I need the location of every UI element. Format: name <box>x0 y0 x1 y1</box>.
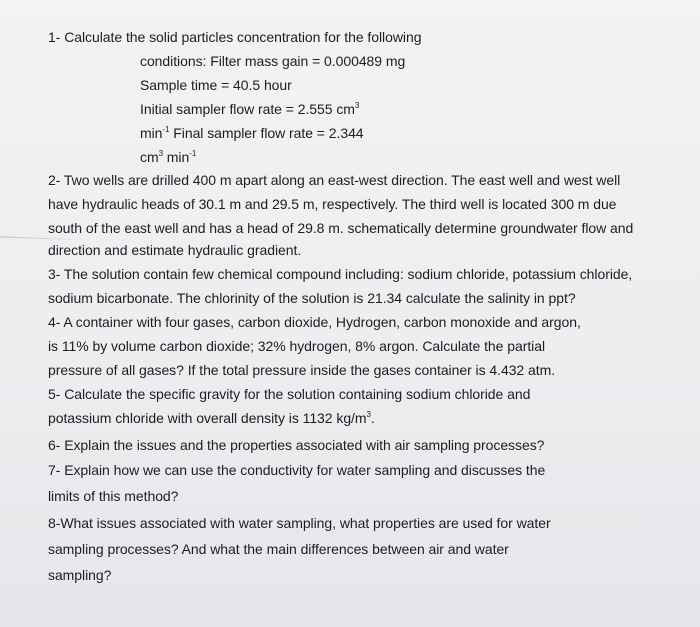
q5-line-2-exp: 3 <box>366 410 371 419</box>
q1-min-label: min <box>140 125 163 141</box>
q5-line-2 <box>48 409 375 427</box>
q1-initial-rate <box>140 100 359 118</box>
q2-line-1: 2- Two wells are drilled 400 m apart along an east-west direction. The east well and west well <box>48 172 621 188</box>
q1-unit-cm: cm <box>140 149 159 165</box>
q8-line-3: sampling? <box>48 567 112 583</box>
q2-line-4: direction and estimate hydraulic gradient. <box>48 242 302 258</box>
q7-line-2: limits of this method? <box>48 488 179 504</box>
q1-unit-min-exp: -1 <box>189 149 197 158</box>
q6-line-1: 6- Explain the issues and the properties associated with air sampling processes? <box>48 437 545 453</box>
q8-line-1: 8-What issues associated with water sampling, what properties are used for water <box>48 515 551 531</box>
q4-line-1: 4- A container with four gases, carbon dioxide, Hydrogen, carbon monoxide and argon, <box>48 314 581 330</box>
q2-line-3: south of the east well and has a head of 29.8 m. schematically determine groundwater flow and <box>48 220 634 236</box>
q1-unit-min: min <box>162 149 190 165</box>
q2-line-2: have hydraulic heads of 30.1 m and 29.5 m, respectively. The third well is located 300 m due <box>48 196 617 212</box>
q1-sample-time: Sample time = 40.5 hour <box>140 77 292 93</box>
q1-final-rate <box>140 124 364 142</box>
q7-line-1: 7- Explain how we can use the conductivity for water sampling and discusses the <box>48 462 546 478</box>
q8-line-2: sampling processes? And what the main differences between air and water <box>48 541 509 557</box>
q4-line-2: is 11% by volume carbon dioxide; 32% hydrogen, 8% argon. Calculate the partial <box>48 338 546 354</box>
q1-conditions: conditions: Filter mass gain = 0.000489 mg <box>140 53 406 69</box>
q3-line-2: sodium bicarbonate. The chlorinity of the solution is 21.34 calculate the salinity in ppt? <box>48 290 576 306</box>
q5-line-2-end: . <box>370 410 375 426</box>
q5-line-1: 5- Calculate the specific gravity for the solution containing sodium chloride and <box>48 386 531 402</box>
q3-line-1: 3- The solution contain few chemical compound including: sodium chloride, potassium chloride, <box>48 266 633 282</box>
q5-line-2-text: potassium chloride with overall density is 1132 kg/m <box>48 410 367 426</box>
q1-heading: 1- Calculate the solid particles concentration for the following <box>48 29 422 45</box>
q1-unit-cm-exp: 3 <box>158 149 163 158</box>
q1-min-exp: -1 <box>162 125 170 134</box>
q1-final-unit <box>140 148 196 166</box>
q1-initial-rate-text: Initial sampler flow rate = 2.555 cm <box>140 101 355 117</box>
q4-line-3: pressure of all gases? If the total pressure inside the gases container is 4.432 atm. <box>48 362 556 378</box>
q1-initial-rate-exp: 3 <box>354 101 360 110</box>
q1-final-rate-text: Final sampler flow rate = 2.344 <box>169 125 364 141</box>
page-fold-line <box>0 236 90 240</box>
